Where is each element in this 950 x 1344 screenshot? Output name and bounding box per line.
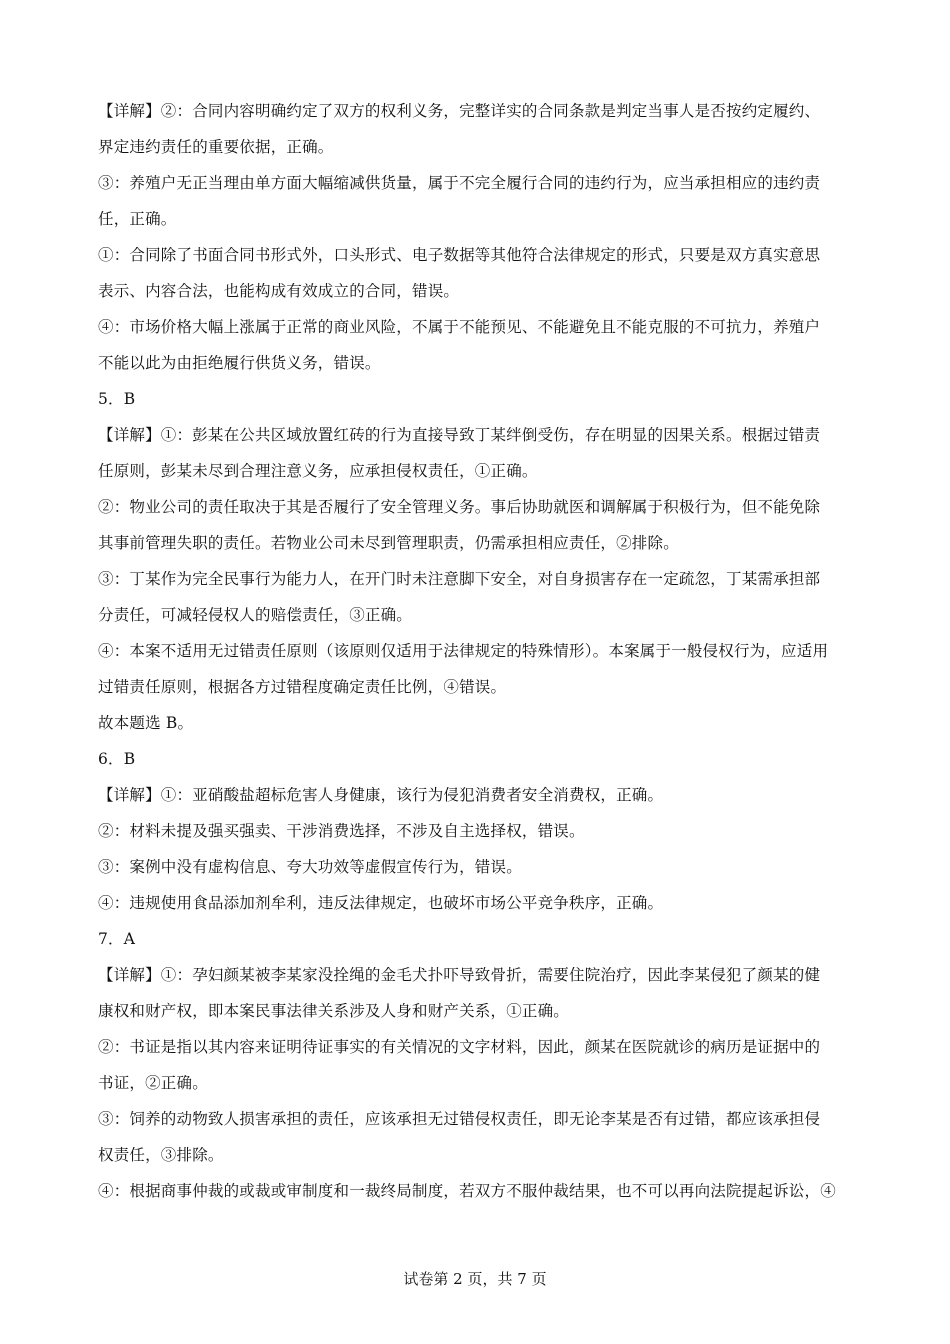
page-footer: 试卷第 2 页，共 7 页 [403, 1270, 547, 1288]
text-line: 界定违约责任的重要依据，正确。 [98, 138, 334, 156]
text-line: ③：案例中没有虚构信息、夸大功效等虚假宣传行为，错误。 [98, 858, 522, 876]
text-line: 书证，②正确。 [98, 1074, 208, 1092]
text-line: ④：根据商事仲裁的或裁或审制度和一裁终局制度，若双方不服仲裁结果，也不可以再向法院提起诉讼，④ [98, 1182, 836, 1200]
text-line: ④：本案不适用无过错责任原则（该原则仅适用于法律规定的特殊情形）。本案属于一般侵权行为，应适用 [98, 642, 829, 660]
text-line: 任原则，彭某未尽到合理注意义务，应承担侵权责任，①正确。 [98, 462, 538, 480]
text-line: 其事前管理失职的责任。若物业公司未尽到管理职责，仍需承担相应责任，②排除。 [98, 534, 679, 552]
text-line: 【详解】②：合同内容明确约定了双方的权利义务，完整详实的合同条款是判定当事人是否按约定履约、 [98, 102, 821, 120]
document-body [98, 93, 858, 1209]
text-line: ②：书证是指以其内容来证明待证事实的有关情况的文字材料，因此，颜某在医院就诊的病历是证据中的 [98, 1038, 821, 1056]
text-line: ②：材料未提及强买强卖、干涉消费选择，不涉及自主选择权，错误。 [98, 822, 585, 840]
text-line: 【详解】①：彭某在公共区域放置红砖的行为直接导致丁某绊倒受伤，存在明显的因果关系。根据过错责 [98, 426, 821, 444]
text-line: ①：合同除了书面合同书形式外，口头形式、电子数据等其他符合法律规定的形式，只要是双方真实意思 [98, 246, 821, 264]
text-line: ②：物业公司的责任取决于其是否履行了安全管理义务。事后协助就医和调解属于积极行为，但不能免除 [98, 498, 821, 516]
text-line: ④：市场价格大幅上涨属于正常的商业风险，不属于不能预见、不能避免且不能克服的不可抗力，养殖户 [98, 318, 821, 336]
question-answer: 7．A [98, 930, 136, 948]
text-line: ③：丁某作为完全民事行为能力人，在开门时未注意脚下安全，对自身损害存在一定疏忽，丁某需承担部 [98, 570, 821, 588]
text-line: 过错责任原则，根据各方过错程度确定责任比例，④错误。 [98, 678, 507, 696]
text-line: 【详解】①：孕妇颜某被李某家没拴绳的金毛犬扑吓导致骨折，需要住院治疗，因此李某侵犯了颜某的健 [98, 966, 821, 984]
text-line: ③：养殖户无正当理由单方面大幅缩减供货量，属于不完全履行合同的违约行为，应当承担相应的违约责 [98, 174, 821, 192]
text-line: 分责任，可减轻侵权人的赔偿责任，③正确。 [98, 606, 413, 624]
text-line: 权责任，③排除。 [98, 1146, 224, 1164]
question-answer: 6．B [98, 750, 136, 768]
text-line: 不能以此为由拒绝履行供货义务，错误。 [98, 354, 381, 372]
text-line: 故本题选 B。 [98, 714, 194, 732]
question-answer: 5．B [98, 390, 136, 408]
text-line: 任，正确。 [98, 210, 177, 228]
text-line: ④：违规使用食品添加剂牟利，违反法律规定，也破坏市场公平竞争秩序，正确。 [98, 894, 664, 912]
text-line: 【详解】①：亚硝酸盐超标危害人身健康，该行为侵犯消费者安全消费权，正确。 [98, 786, 664, 804]
text-line: 表示、内容合法，也能构成有效成立的合同，错误。 [98, 282, 460, 300]
text-line: 康权和财产权，即本案民事法律关系涉及人身和财产关系，①正确。 [98, 1002, 570, 1020]
text-line: ③：饲养的动物致人损害承担的责任，应该承担无过错侵权责任，即无论李某是否有过错，都应该承担侵 [98, 1110, 821, 1128]
